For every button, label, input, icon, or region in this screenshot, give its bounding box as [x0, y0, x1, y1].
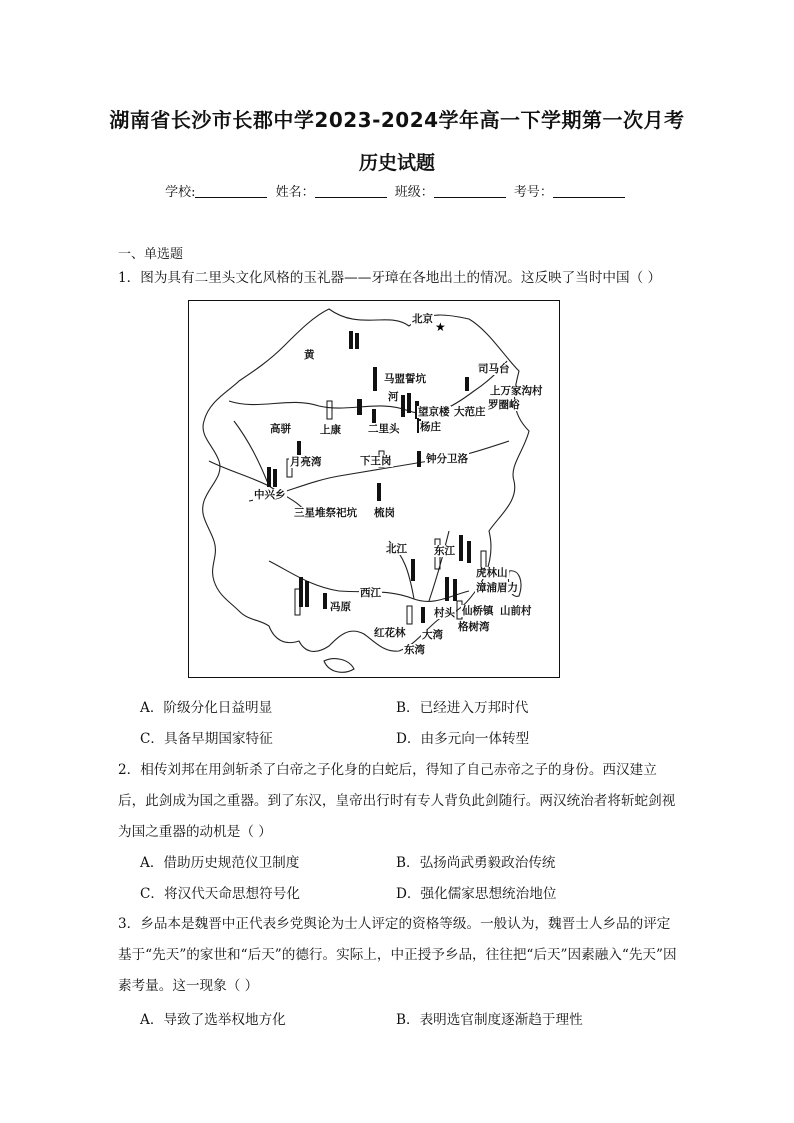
school-label: 学校:	[165, 185, 196, 200]
map-label: 冯原	[330, 601, 351, 613]
map-label: 格树湾	[458, 621, 490, 633]
map-label: 中兴乡	[254, 489, 286, 501]
map-label: 上康	[320, 424, 341, 436]
q2-option-a[interactable]: A．借助历史规范仪卫制度	[140, 855, 300, 871]
map-label: 河	[388, 391, 399, 403]
name-blank[interactable]	[315, 197, 387, 198]
question-2-stem: 2．相传刘邦在用剑斩杀了白帝之子化身的白蛇后，得知了自己赤帝之子的身份。西汉建立后，此剑成为国之重器。到了东汉，皇帝出行时有专人背负此剑随行。两汉统治者将斩蛇剑视为国之重器的动机是（ ）	[118, 762, 676, 840]
map-label: 梳岗	[374, 507, 395, 519]
map-label: 钟分卫洛	[426, 453, 468, 465]
map-label: 漳浦眉力	[476, 582, 518, 594]
q3-option-b[interactable]: B．表明选官制度逐渐趋于理性	[396, 1012, 583, 1028]
map-label: 西江	[360, 587, 381, 599]
map-label: 黄	[304, 349, 315, 361]
exam-title: 湖南省长沙市长郡中学2023-2024学年高一下学期第一次月考	[109, 108, 685, 132]
q1-option-c[interactable]: C．具备早期国家特征	[140, 731, 273, 747]
map-label: 大范庄	[454, 406, 486, 418]
school-blank[interactable]	[195, 197, 267, 198]
question-1-stem: 1．图为具有二里头文化风格的玉礼器——牙璋在各地出土的情况。这反映了当时中国（ ）	[118, 270, 662, 286]
q1-option-b[interactable]: B．已经进入万邦时代	[396, 700, 529, 716]
q1-option-d[interactable]: D．由多元向一体转型	[396, 731, 530, 747]
map-label: 北京	[412, 313, 433, 325]
beijing-star-icon: ★	[435, 320, 446, 334]
map-label: 上万家沟村	[490, 385, 543, 397]
student-info-line	[0, 181, 794, 200]
map-label: 大湾	[422, 629, 443, 641]
map-label: 二里头	[368, 423, 400, 435]
name-label: 姓名：	[275, 185, 315, 200]
yazhang-distribution-map	[188, 300, 560, 678]
map-label: 东湾	[404, 644, 425, 656]
map-label: 马盟誓坑	[384, 373, 426, 385]
map-label: 三星堆祭祀坑	[294, 507, 357, 519]
question-3-stem: 3．乡品本是魏晋中正代表乡党舆论为士人评定的资格等级。一般认为，魏晋士人乡品的评定基于“先天”的家世和“后天”的德行。实际上，中正授予乡品，往往把“后天”因素融入“先天”因素考量。这一现象（ ）	[118, 916, 677, 994]
exam-no-blank[interactable]	[553, 197, 625, 198]
q1-option-a[interactable]: A．阶级分化日益明显	[140, 700, 273, 716]
map-label: 高骈	[270, 423, 291, 435]
map-label: 仙桥镇	[462, 605, 494, 617]
map-label: 罗圈峪	[488, 399, 520, 411]
q2-option-c[interactable]: C．将汉代天命思想符号化	[140, 886, 300, 902]
map-label: 下王岗	[360, 455, 392, 467]
map-label: 司马台	[478, 363, 510, 375]
map-label: 望京楼	[418, 406, 450, 418]
q2-option-b[interactable]: B．弘扬尚武勇毅政治传统	[396, 855, 556, 871]
map-label: 村头	[434, 607, 455, 619]
map-label: 北江	[386, 543, 407, 555]
map-drawing	[189, 301, 561, 679]
map-label: 虎林山	[476, 567, 508, 579]
map-label: 东江	[434, 545, 455, 557]
q3-option-a[interactable]: A．导致了选举权地方化	[140, 1012, 286, 1028]
exam-no-label: 考号：	[513, 185, 553, 200]
section-heading: 一、单选题	[118, 247, 184, 262]
exam-subtitle: 历史试题	[358, 152, 435, 174]
map-label: 月亮湾	[290, 456, 322, 468]
class-blank[interactable]	[434, 197, 506, 198]
map-label: 山前村	[500, 605, 532, 617]
class-label: 班级：	[394, 185, 434, 200]
map-label: 红花林	[374, 627, 406, 639]
map-label: 杨庄	[420, 421, 441, 433]
q2-option-d[interactable]: D．强化儒家思想统治地位	[396, 886, 557, 902]
